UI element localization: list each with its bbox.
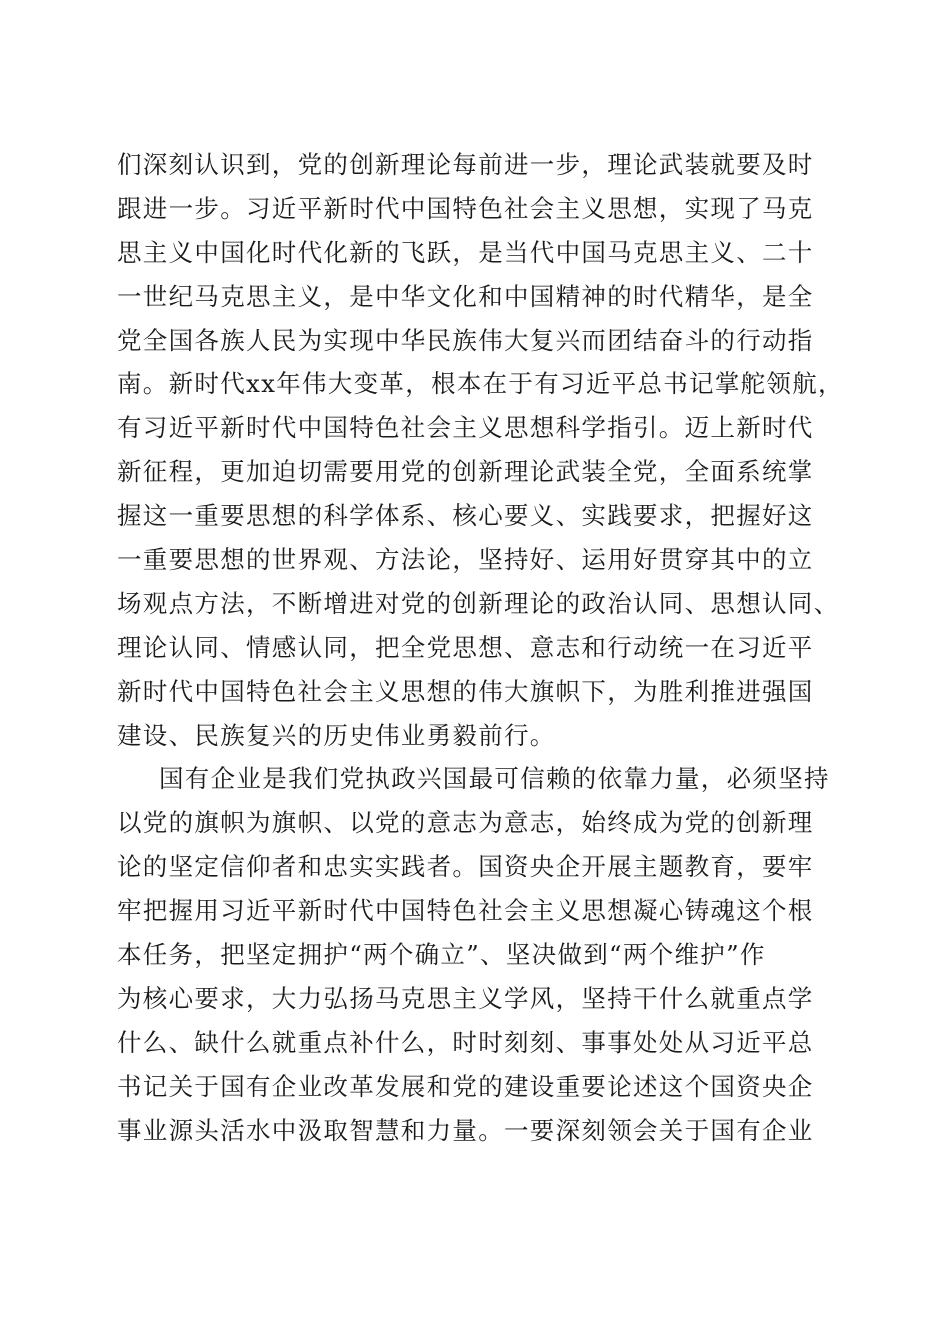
paragraph-1: [117, 143, 847, 757]
paragraph-line: 牢把握用习近平新时代中国特色社会主义思想凝心铸魂这个根: [117, 896, 814, 926]
paragraph-line: 理论认同、情感认同，把全党思想、意志和行动统一在习近平: [117, 632, 814, 662]
paragraph-line: 事业源头活水中汲取智慧和力量。一要深刻领会关于国有企业: [117, 1115, 814, 1145]
paragraph-line: 一重要思想的世界观、方法论，坚持好、运用好贯穿其中的立: [117, 545, 814, 575]
paragraph-line: 跟进一步。习近平新时代中国特色社会主义思想，实现了马克: [117, 193, 814, 223]
paragraph-line: 本任务，把坚定拥护“两个确立”、坚决做到“两个维护”作: [117, 940, 766, 970]
paragraph-line: 国有企业是我们党执政兴国最可信赖的依靠力量，必须坚持: [159, 764, 830, 794]
paragraph-line: 书记关于国有企业改革发展和党的建设重要论述这个国资央企: [117, 1071, 814, 1101]
paragraph-line: 握这一重要思想的科学体系、核心要义、实践要求，把握好这: [117, 501, 814, 531]
paragraph-line: 论的坚定信仰者和忠实实践者。国资央企开展主题教育，要牢: [117, 852, 814, 882]
paragraph-line: 一世纪马克思主义，是中华文化和中国精神的时代精华，是全: [117, 281, 814, 311]
paragraph-line: 为核心要求，大力弘扬马克思主义学风，坚持干什么就重点学: [117, 983, 814, 1013]
paragraph-line: 南。新时代xx年伟大变革，根本在于有习近平总书记掌舵领航，: [117, 369, 844, 399]
paragraph-line: 新时代中国特色社会主义思想的伟大旗帜下，为胜利推进强国: [117, 676, 814, 706]
paragraph-line: 思主义中国化时代化新的飞跃，是当代中国马克思主义、二十: [117, 237, 814, 267]
paragraph-2: [117, 757, 847, 1152]
document-body: [117, 143, 847, 1152]
paragraph-line: 什么、缺什么就重点补什么，时时刻刻、事事处处从习近平总: [117, 1027, 814, 1057]
paragraph-line: 们深刻认识到，党的创新理论每前进一步，理论武装就要及时: [117, 150, 814, 179]
paragraph-line: 有习近平新时代中国特色社会主义思想科学指引。迈上新时代: [117, 413, 814, 443]
paragraph-line: 建设、民族复兴的历史伟业勇毅前行。: [117, 720, 556, 750]
paragraph-line: 以党的旗帜为旗帜、以党的意志为意志，始终成为党的创新理: [117, 808, 814, 838]
paragraph-line: 党全国各族人民为实现中华民族伟大复兴而团结奋斗的行动指: [117, 325, 814, 355]
paragraph-line: 新征程，更加迫切需要用党的创新理论武装全党，全面系统掌: [117, 457, 814, 487]
paragraph-line: 场观点方法，不断增进对党的创新理论的政治认同、思想认同、: [117, 588, 840, 618]
